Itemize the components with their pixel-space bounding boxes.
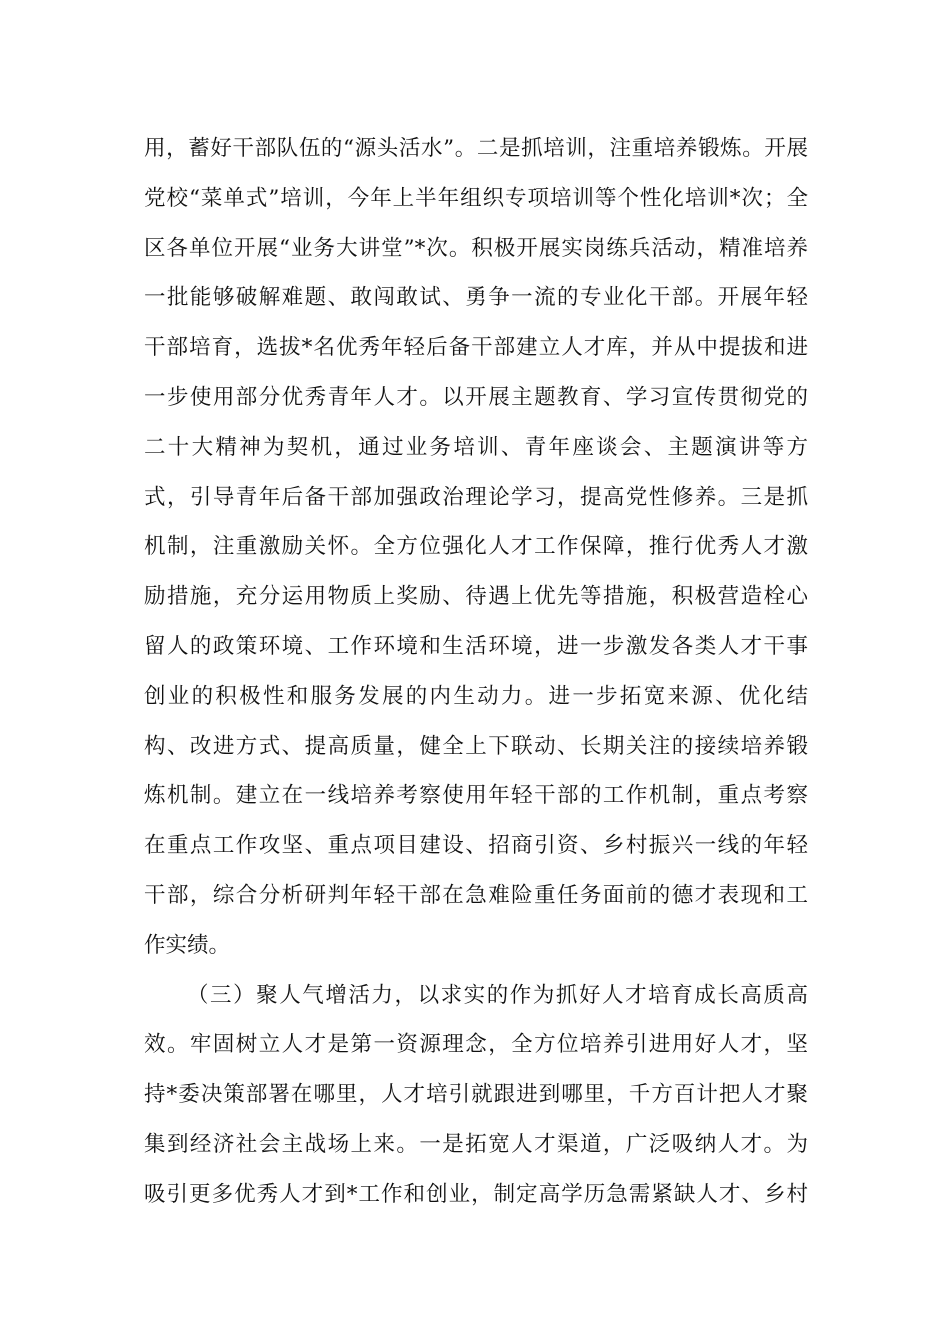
text-line: 机制，注重激励关怀。全方位强化人才工作保障，推行优秀人才激 xyxy=(144,534,808,560)
text-line: 式，引导青年后备干部加强政治理论学习，提高党性修养。三是抓 xyxy=(144,484,808,510)
text-line: 区各单位开展“业务大讲堂”*次。积极开展实岗练兵活动，精准培养 xyxy=(144,235,808,261)
text-line: 作实绩。 xyxy=(144,932,231,958)
text-line: 励措施，充分运用物质上奖励、待遇上优先等措施，积极营造栓心 xyxy=(144,584,808,610)
text-line: 留人的政策环境、工作环境和生活环境，进一步激发各类人才干事 xyxy=(144,633,808,659)
text-line: 吸引更多优秀人才到*工作和创业，制定高学历急需紧缺人才、乡村 xyxy=(144,1181,808,1207)
text-line: 炼机制。建立在一线培养考察使用年轻干部的工作机制，重点考察 xyxy=(144,783,808,809)
text-line: 一步使用部分优秀青年人才。以开展主题教育、学习宣传贯彻党的 xyxy=(144,384,808,410)
paragraph-section-three xyxy=(144,971,808,1220)
section-heading-line: （三）聚人气增活力，以求实的作为抓好人才培育成长高质高 xyxy=(187,982,808,1008)
text-line: 一批能够破解难题、敢闯敢试、勇争一流的专业化干部。开展年轻 xyxy=(144,285,808,311)
text-line: 党校“菜单式”培训，今年上半年组织专项培训等个性化培训*次；全 xyxy=(144,185,808,211)
text-line: 干部，综合分析研判年轻干部在急难险重任务面前的德才表现和工 xyxy=(144,882,808,908)
text-line: 集到经济社会主战场上来。一是拓宽人才渠道，广泛吸纳人才。为 xyxy=(144,1131,808,1157)
text-line: 在重点工作攻坚、重点项目建设、招商引资、乡村振兴一线的年轻 xyxy=(144,833,808,859)
text-line: 持*委决策部署在哪里，人才培引就跟进到哪里，千方百计把人才聚 xyxy=(144,1082,808,1108)
paragraph-talent-training xyxy=(144,124,808,971)
text-line: 用，蓄好干部队伍的“源头活水”。二是抓培训，注重培养锻炼。开展 xyxy=(144,136,808,161)
text-line: 构、改进方式、提高质量，健全上下联动、长期关注的接续培养锻 xyxy=(144,733,808,759)
text-line: 干部培育，选拔*名优秀年轻后备干部建立人才库，并从中提拔和进 xyxy=(144,335,808,361)
text-line: 创业的积极性和服务发展的内生动力。进一步拓宽来源、优化结 xyxy=(144,683,808,709)
document-body xyxy=(144,124,808,1220)
text-line: 效。牢固树立人才是第一资源理念，全方位培养引进用好人才，坚 xyxy=(144,1032,808,1058)
text-line: 二十大精神为契机，通过业务培训、青年座谈会、主题演讲等方 xyxy=(144,434,808,460)
